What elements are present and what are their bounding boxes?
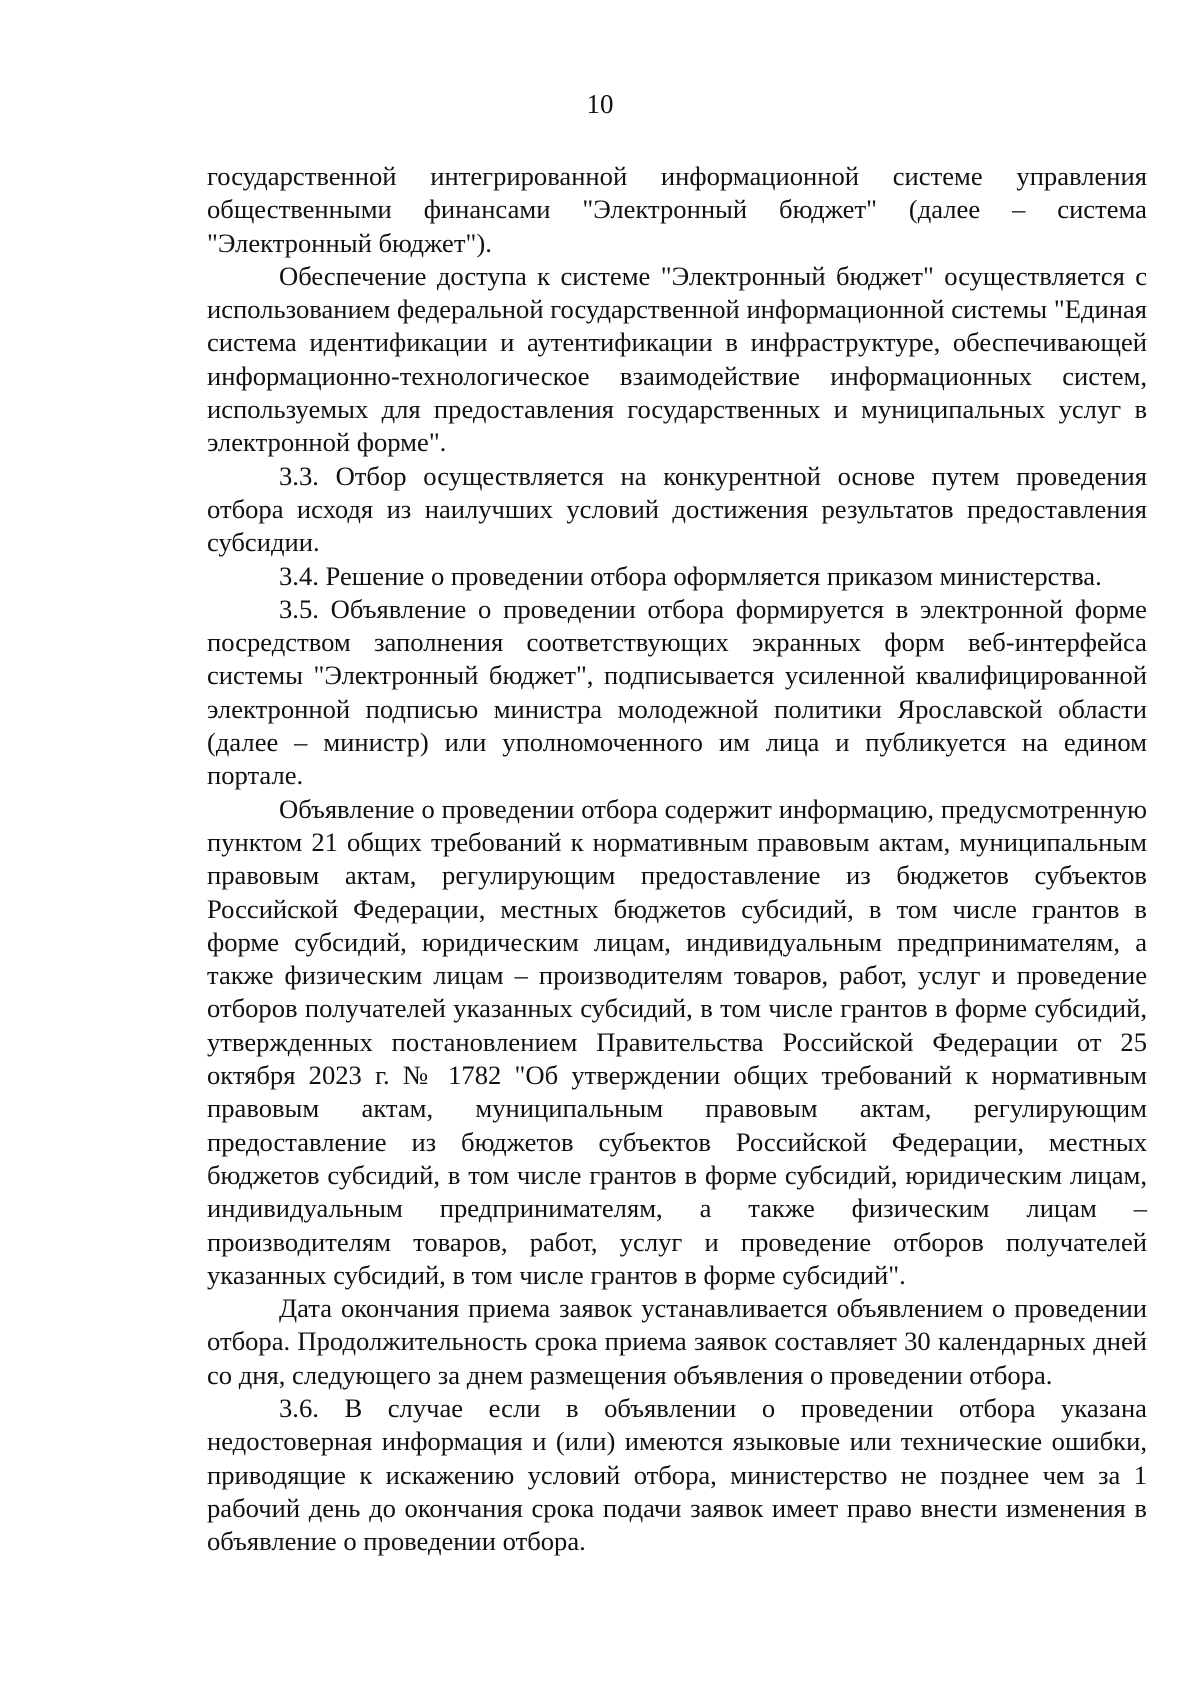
- paragraph-deadline: Дата окончания приема заявок устанавливается объявлением о проведении отбора. Продолжительность срока приема заявок составляет 30 календарных дней со дня, следующего за днем размещения объявления о проведении отбора.: [207, 1293, 1147, 1390]
- paragraph-3-6: 3.6. В случае если в объявлении о проведении отбора указана недостоверная информация и (или) имеются языковые или технические ошибки, приводящие к искажению условий отбора, министерство не позднее чем за 1 рабочий день до окончания срока подачи заявок имеет право внести изменения в объявление о проведении отбора.: [207, 1392, 1147, 1557]
- paragraph-3-5: 3.5. Объявление о проведении отбора формируется в электронной форме посредством заполнения соответствующих экранных форм веб-интерфейса системы "Электронный бюджет", подписывается усиленной квалифицированной электронной подписью министра молодежной политики Ярославской области (далее – министр) или уполномоченного им лица и публикуется на едином портале.: [207, 593, 1147, 791]
- paragraph-access: Обеспечение доступа к системе "Электронный бюджет" осуществляется с использованием федеральной государственной информационной системы "Единая система идентификации и аутентификации в инфраструктуре, обеспечивающей информационно-технологическое взаимодействие информационных систем, используемых для предоставления государственных и муниципальных услуг в электронной форме".: [207, 260, 1147, 458]
- page-number: 10: [586, 89, 614, 119]
- document-body: [207, 160, 1147, 1558]
- paragraph-announcement-content: Объявление о проведении отбора содержит информацию, предусмотренную пунктом 21 общих требований к нормативным правовым актам, муниципальным правовым актам, регулирующим предоставление из бюджетов субъектов Российской Федерации, местных бюджетов субсидий, в том числе грантов в форме субсидий, юридическим лицам, индивидуальным предпринимателям, а также физическим лицам – производителям товаров, работ, услуг и проведение отборов получателей указанных субсидий, в том числе грантов в форме субсидий, утвержденных постановлением Правительства Российской Федерации от 25 октября 2023 г. № 1782 "Об утверждении общих требований к нормативным правовым актам, муниципальным правовым актам, регулирующим предоставление из бюджетов субъектов Российской Федерации, местных бюджетов субсидий, в том числе грантов в форме субсидий, юридическим лицам, индивидуальным предпринимателям, а также физическим лицам – производителям товаров, работ, услуг и проведение отборов получателей указанных субсидий, в том числе грантов в форме субсидий".: [207, 793, 1147, 1290]
- paragraph-3-4: 3.4. Решение о проведении отбора оформляется приказом министерства.: [279, 560, 1102, 591]
- paragraph-continuation: государственной интегрированной информационной системе управления общественными финансами "Электронный бюджет" (далее – система "Электронный бюджет").: [207, 161, 1147, 258]
- paragraph-3-3: 3.3. Отбор осуществляется на конкурентной основе путем проведения отбора исходя из наилучших условий достижения результатов предоставления субсидии.: [207, 460, 1147, 558]
